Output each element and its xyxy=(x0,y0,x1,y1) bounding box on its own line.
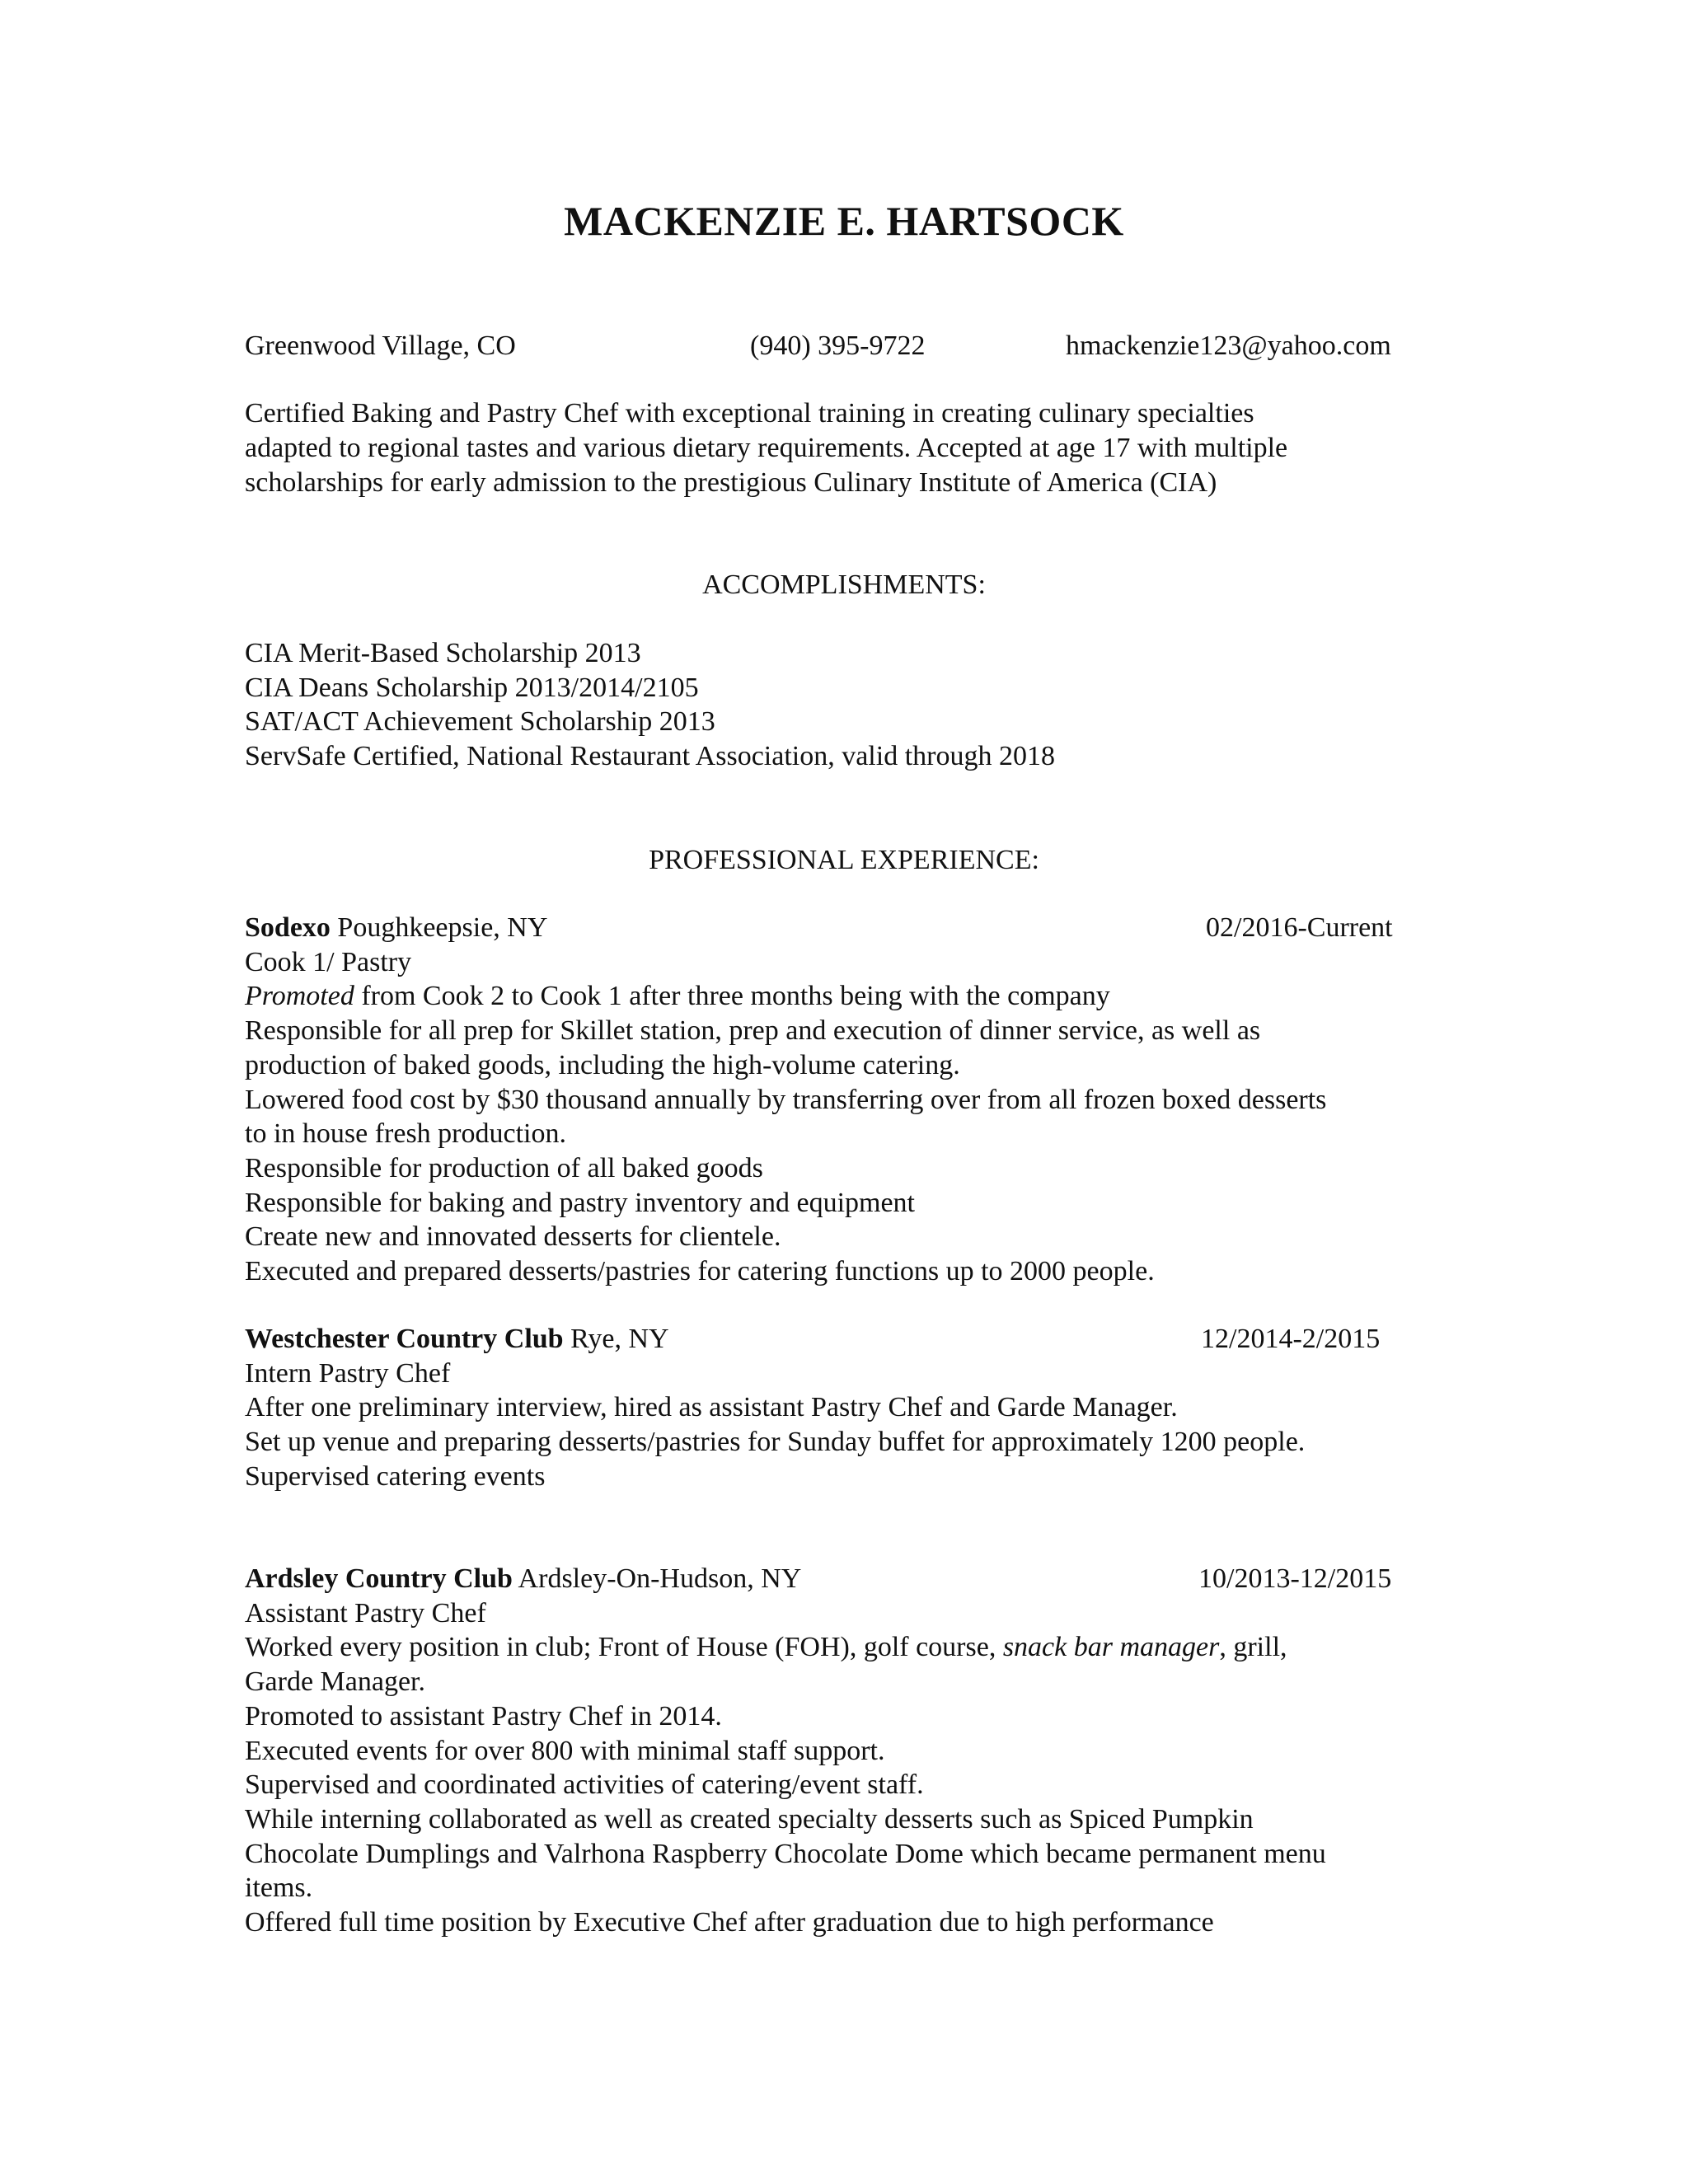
job-role: Intern Pastry Chef xyxy=(245,1357,451,1389)
positions-text-end: , grill, xyxy=(1219,1632,1287,1663)
summary-line: adapted to regional tastes and various dietary requirements. Accepted at age 17 with multiple xyxy=(245,433,1288,463)
job-promotion-line xyxy=(245,979,1448,1014)
job-duty: Responsible for all prep for Skillet station, prep and execution of dinner service, as well as xyxy=(245,1015,1261,1047)
job-duty: Supervised catering events xyxy=(245,1460,546,1492)
job-duty: Set up venue and preparing desserts/pastries for Sunday buffet for approximately 1200 people. xyxy=(245,1427,1306,1458)
summary-paragraph xyxy=(245,396,1448,500)
job-role: Assistant Pastry Chef xyxy=(245,1597,486,1629)
job-location: Poughkeepsie, NY xyxy=(330,912,548,943)
job-entry-westchester xyxy=(245,1322,1448,1494)
job-entry-sodexo xyxy=(245,911,1448,1289)
job-dates: 10/2013-12/2015 xyxy=(1198,1563,1392,1594)
job-header xyxy=(245,1322,1448,1357)
job-employer: Westchester Country Club xyxy=(245,1324,564,1354)
contact-line xyxy=(0,328,1688,364)
job-duty: Create new and innovated desserts for clientele. xyxy=(245,1221,781,1253)
job-duty: Lowered food cost by $30 thousand annually by transferring over from all frozen boxed desserts xyxy=(245,1084,1327,1115)
experience-heading: PROFESSIONAL EXPERIENCE: xyxy=(649,845,1039,875)
accomplishment-item: CIA Merit-Based Scholarship 2013 xyxy=(245,638,641,668)
job-duty: items. xyxy=(245,1872,313,1904)
job-header xyxy=(245,911,1448,945)
job-location: Ardsley-On-Hudson, NY xyxy=(512,1563,802,1594)
contact-location: Greenwood Village, CO xyxy=(245,330,516,361)
job-duty: Promoted to assistant Pastry Chef in 2014. xyxy=(245,1700,722,1732)
accomplishments-list xyxy=(245,636,1448,774)
accomplishments-heading: ACCOMPLISHMENTS: xyxy=(702,569,986,600)
job-duty: While interning collaborated as well as created specialty desserts such as Spiced Pumpkin xyxy=(245,1803,1254,1835)
promotion-text: from Cook 2 to Cook 1 after three months being with the company xyxy=(354,981,1110,1012)
job-duty: Executed events for over 800 with minimal staff support. xyxy=(245,1735,885,1766)
job-duty-positions xyxy=(245,1630,1448,1665)
job-duty: Responsible for production of all baked goods xyxy=(245,1152,763,1183)
job-duty: Offered full time position by Executive Chef after graduation due to high performance xyxy=(245,1907,1214,1938)
job-dates: 12/2014-2/2015 xyxy=(1201,1324,1381,1354)
job-duty: After one preliminary interview, hired as assistant Pastry Chef and Garde Manager. xyxy=(245,1392,1178,1423)
snack-bar-emphasis: snack bar manager xyxy=(1002,1632,1220,1663)
job-employer: Sodexo xyxy=(245,912,331,943)
accomplishment-item: ServSafe Certified, National Restaurant Association, valid through 2018 xyxy=(245,741,1055,772)
job-employer: Ardsley Country Club xyxy=(245,1563,513,1594)
accomplishment-item: SAT/ACT Achievement Scholarship 2013 xyxy=(245,706,715,738)
positions-text: Worked every position in club; Front of House (FOH), golf course, xyxy=(245,1632,1003,1663)
job-duty: Responsible for baking and pastry inventory and equipment xyxy=(245,1187,915,1218)
job-dates: 02/2016-Current xyxy=(1206,912,1393,943)
job-role: Cook 1/ Pastry xyxy=(245,946,412,977)
contact-phone: (940) 395-9722 xyxy=(750,330,926,361)
candidate-name: MACKENZIE E. HARTSOCK xyxy=(564,198,1124,244)
promoted-emphasis: Promoted xyxy=(245,981,354,1012)
accomplishment-item: CIA Deans Scholarship 2013/2014/2105 xyxy=(245,672,699,703)
job-duty: Garde Manager. xyxy=(245,1666,426,1698)
job-entry-ardsley xyxy=(245,1562,1448,1940)
job-duty: production of baked goods, including the high-volume catering. xyxy=(245,1049,960,1080)
summary-line: scholarships for early admission to the prestigious Culinary Institute of America (CIA) xyxy=(245,467,1217,498)
job-duty: Chocolate Dumplings and Valrhona Raspberry Chocolate Dome which became permanent menu xyxy=(245,1838,1326,1869)
job-header xyxy=(245,1562,1448,1596)
job-location: Rye, NY xyxy=(563,1324,669,1354)
job-duty: to in house fresh production. xyxy=(245,1118,566,1150)
contact-email: hmackenzie123@yahoo.com xyxy=(1066,330,1391,361)
job-duty: Supervised and coordinated activities of catering/event staff. xyxy=(245,1769,924,1801)
summary-line: Certified Baking and Pastry Chef with exceptional training in creating culinary specialties xyxy=(245,398,1254,429)
job-duty: Executed and prepared desserts/pastries for catering functions up to 2000 people. xyxy=(245,1256,1155,1287)
